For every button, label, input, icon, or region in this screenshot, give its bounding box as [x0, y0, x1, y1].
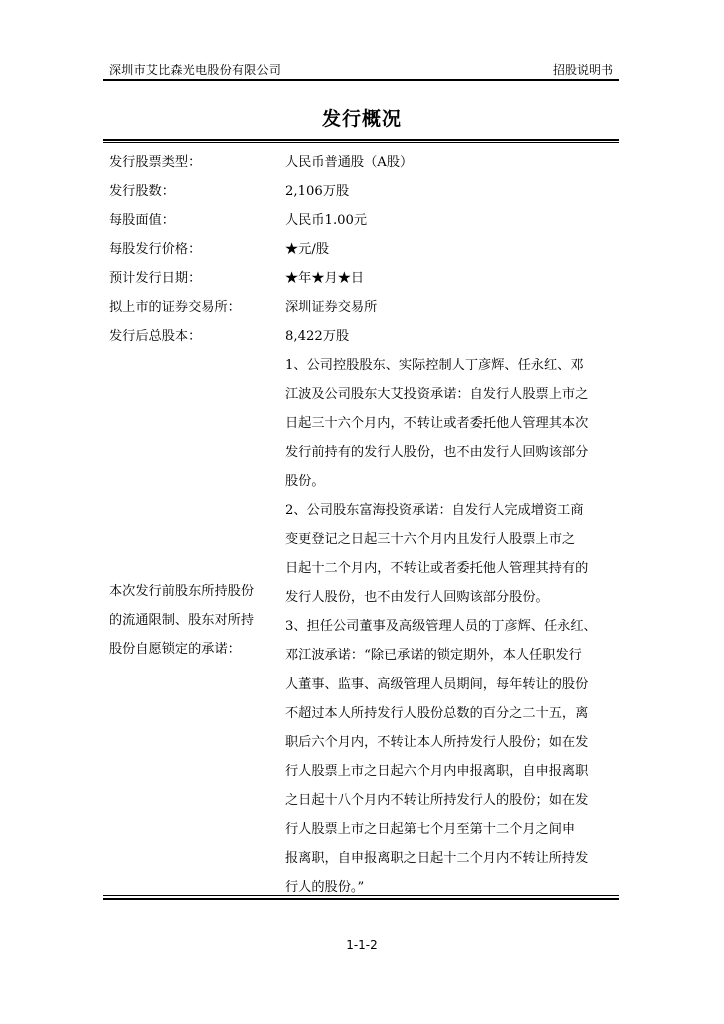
row-value: 2,106万股: [285, 184, 350, 199]
row-label: 发行股票类型：: [109, 155, 202, 170]
document-type: 招股说明书: [552, 63, 613, 77]
table-row: [103, 177, 619, 206]
table-row: [103, 322, 619, 351]
commitment-body: [285, 351, 617, 902]
table-bottom-rule-thin: [103, 895, 619, 896]
offering-table: [103, 148, 619, 351]
row-value: ★元/股: [285, 242, 330, 257]
row-label: 每股发行价格：: [109, 242, 202, 257]
row-label: 每股面值：: [109, 213, 175, 228]
row-label: 发行股数：: [109, 184, 175, 199]
commitment-line: 江波及公司股东大艾投资承诺：自发行人股票上市之: [285, 387, 589, 402]
table-row: [103, 148, 619, 177]
company-name: 深圳市艾比森光电股份有限公司: [109, 63, 282, 77]
row-label: 发行后总股本：: [109, 329, 202, 344]
table-row: [103, 264, 619, 293]
commitment-line: 行人股票上市之日起六个月内申报离职，自申报离职: [285, 764, 589, 779]
row-label: 拟上市的证券交易所：: [109, 300, 241, 315]
commitment-line: 之日起十八个月内不转让所持发行人的股份；如在发: [285, 793, 589, 808]
commitment-label: [109, 577, 281, 664]
row-value: 深圳证券交易所: [285, 300, 378, 315]
table-row: [103, 293, 619, 322]
commitment-line: 人董事、监事、高级管理人员期间，每年转让的股份: [285, 677, 589, 692]
commitment-line: 日起三十六个月内，不转让或者委托他人管理其本次: [285, 416, 589, 431]
table-row: [103, 206, 619, 235]
page-header: [103, 58, 617, 80]
commitment-label-line: 股份自愿锁定的承诺：: [109, 642, 241, 657]
commitment-line: 日起十二个月内，不转让或者委托他人管理其持有的: [285, 561, 589, 576]
commitment-line: 行人的股份。”: [285, 880, 365, 895]
commitment-line: 变更登记之日起三十六个月内且发行人股票上市之: [285, 532, 576, 547]
commitment-line: 发行人股份，也不由发行人回购该部分股份。: [285, 590, 549, 605]
commitment-line: 行人股票上市之日起第七个月至第十二个月之间申: [285, 822, 576, 837]
commitment-label-line: 本次发行前股东所持股份: [109, 584, 255, 599]
lockup-commitment-row: [103, 351, 619, 895]
page-title: 发行概况: [321, 108, 402, 130]
row-value: ★年★月★日: [285, 271, 365, 286]
commitment-line: 职后六个月内，不转让本人所持发行人股份；如在发: [285, 735, 589, 750]
table-bottom-rule: [103, 898, 619, 900]
commitment-line: 邓江波承诺：“除已承诺的锁定期外，本人任职发行: [285, 648, 582, 663]
table-top-rule: [103, 139, 619, 141]
page-number: 1-1-2: [346, 938, 378, 952]
header-divider: [103, 79, 619, 81]
row-label: 预计发行日期：: [109, 271, 202, 286]
commitment-line: 不超过本人所持发行人股份总数的百分之二十五，离: [285, 706, 589, 721]
commitment-line: 1、公司控股股东、实际控制人丁彦辉、任永红、邓: [285, 358, 584, 373]
row-value: 人民币1.00元: [285, 213, 368, 228]
commitment-line: 3、担任公司董事及高级管理人员的丁彦辉、任永红、: [285, 619, 597, 634]
commitment-label-line: 的流通限制、股东对所持: [109, 613, 255, 628]
row-value: 人民币普通股（A股）: [285, 155, 414, 170]
row-value: 8,422万股: [285, 329, 350, 344]
commitment-line: 股份。: [285, 474, 325, 489]
commitment-line: 发行前持有的发行人股份，也不由发行人回购该部分: [285, 445, 589, 460]
commitment-line: 2、公司股东富海投资承诺：自发行人完成增资工商: [285, 503, 584, 518]
table-top-rule-thin: [103, 142, 619, 143]
commitment-line: 报离职，自申报离职之日起十二个月内不转让所持发: [285, 851, 589, 866]
table-row: [103, 235, 619, 264]
